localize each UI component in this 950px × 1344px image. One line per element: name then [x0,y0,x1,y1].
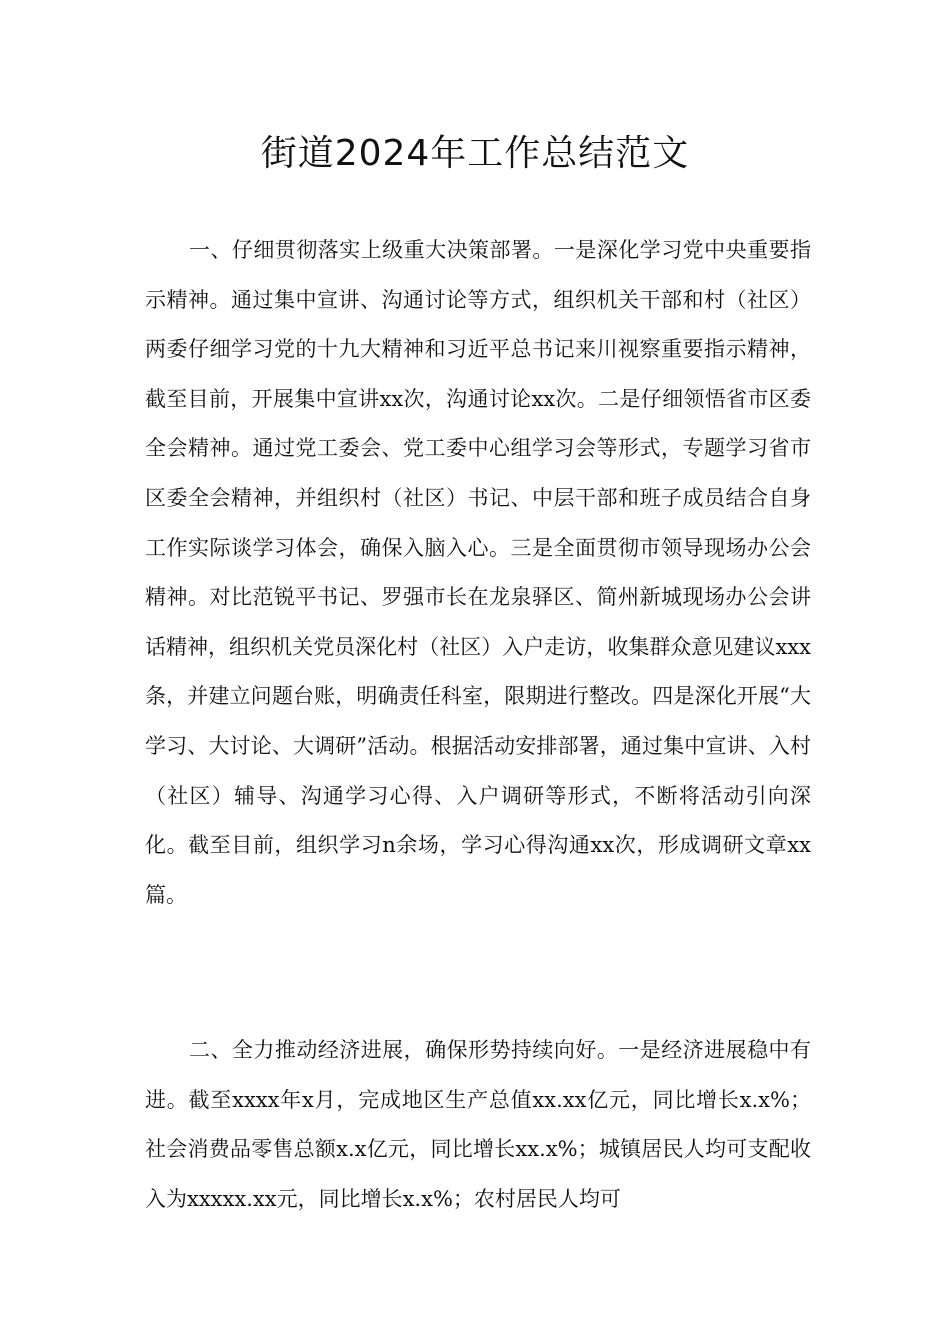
paragraph-2: 二、全力推动经济进展，确保形势持续向好。一是经济进展稳中有进。截至xxxx年x月，完成地区生产总值xx.xx亿元，同比增长x.x%；社会消费品零售总额x.x亿元，同比增长xx.x%；城镇居民人均可支配收入为xxxxx.xx元，同比增长x.x%；农村居民人均可 [145,1038,811,1211]
document-title: 街道2024年工作总结范文 [260,133,690,174]
paragraph-1: 一、仔细贯彻落实上级重大决策部署。一是深化学习党中央重要指示精神。通过集中宣讲、沟通讨论等方式，组织机关干部和村（社区）两委仔细学习党的十九大精神和习近平总书记来川视察重要指示精神，截至目前，开展集中宣讲xx次，沟通讨论xx次。二是仔细领悟省市区委全会精神。通过党工委会、党工委中心组学习会等形式，专题学习省市区委全会精神，并组织村（社区）书记、中层干部和班子成员结合自身工作实际谈学习体会，确保入脑入心。三是全面贯彻市领导现场办公会精神。对比范锐平书记、罗强市长在龙泉驿区、简州新城现场办公会讲话精神，组织机关党员深化村（社区）入户走访，收集群众意见建议xxx条，并建立问题台账，明确责任科室，限期进行整改。四是深化开展“大学习、大讨论、大调研”活动。根据活动安排部署，通过集中宣讲、入村（社区）辅导、沟通学习心得、入户调研等形式，不断将活动引向深化。截至目前，组织学习n余场，学习心得沟通xx次，形成调研文章xx篇。 [145,238,811,907]
